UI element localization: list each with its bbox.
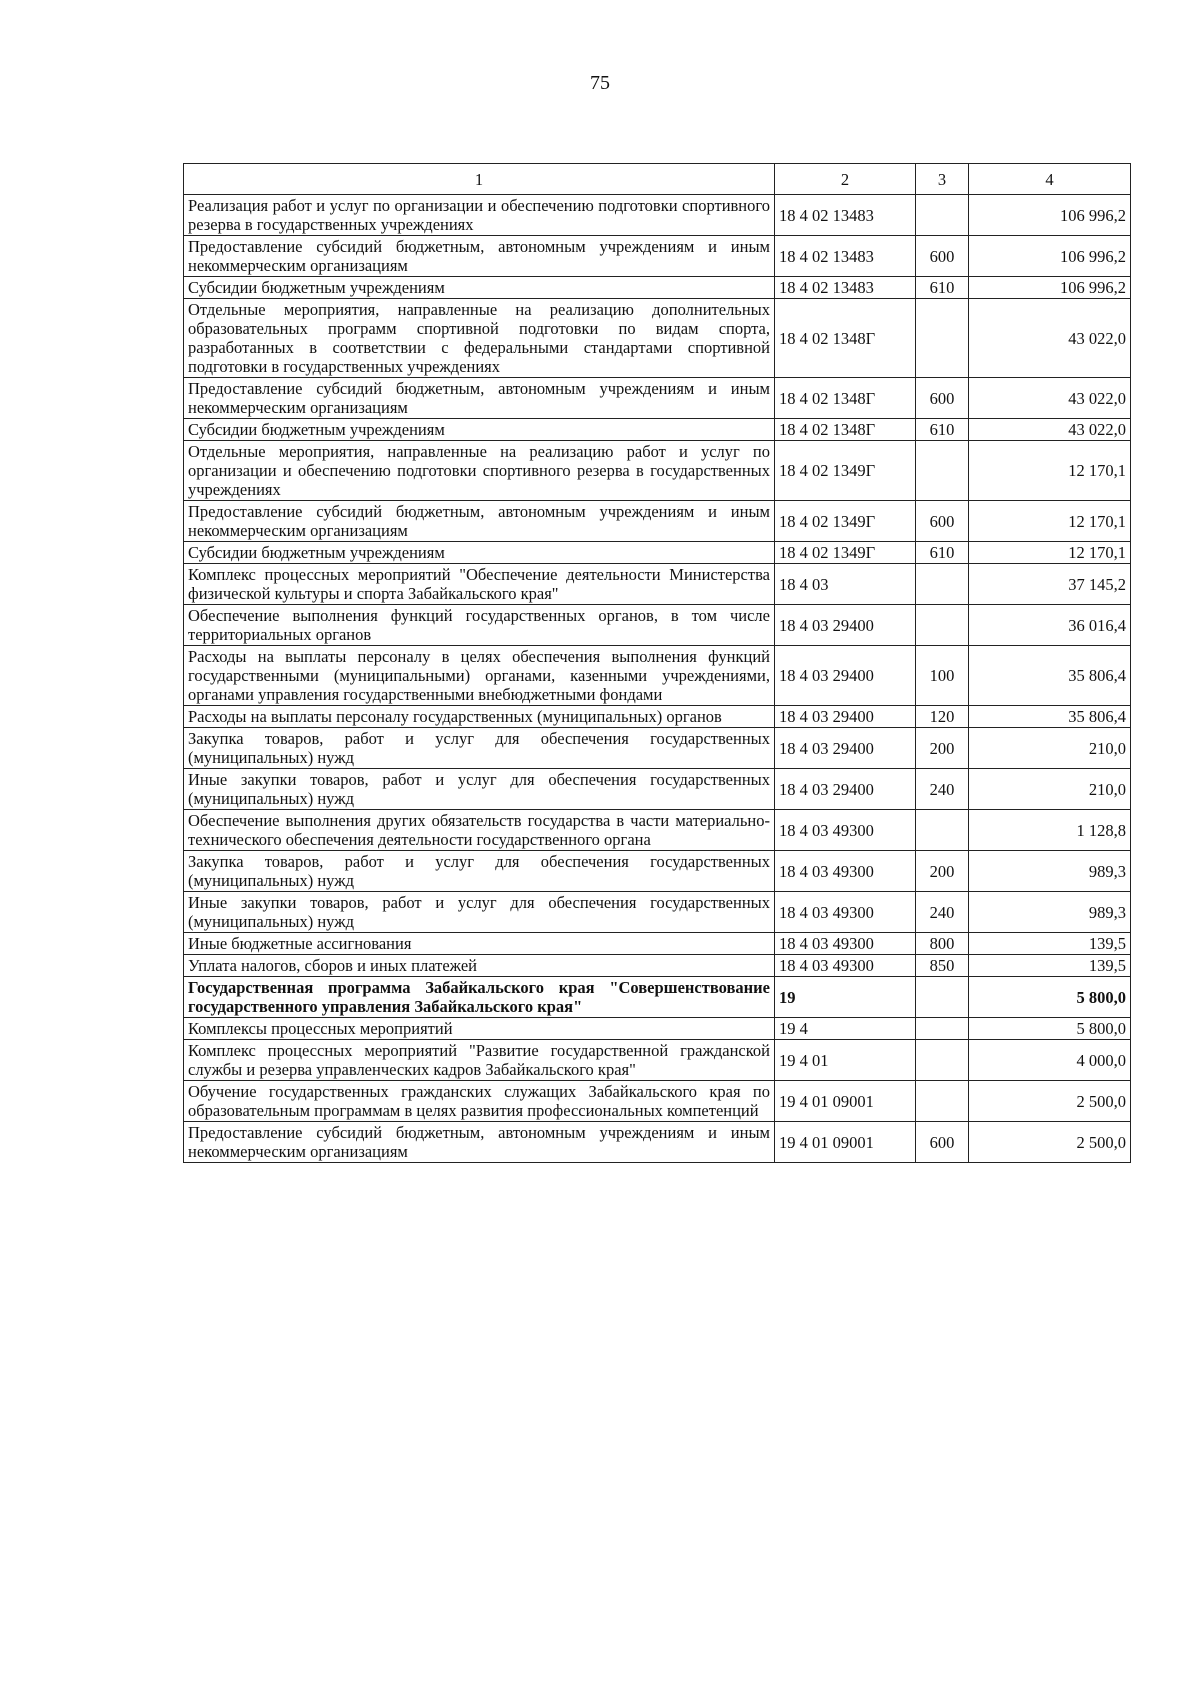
row-code-cell: 18 4 02 13483 (775, 195, 916, 236)
row-kind-cell (916, 1081, 969, 1122)
row-amount-cell: 43 022,0 (969, 299, 1131, 378)
table-row (184, 299, 1131, 378)
header-col-4: 4 (969, 164, 1131, 195)
row-name-cell: Комплекс процессных мероприятий "Обеспечение деятельности Министерства физической культуры и спорта Забайкальского края" (184, 564, 775, 605)
row-name-cell: Субсидии бюджетным учреждениям (184, 542, 775, 564)
row-code-cell: 19 4 01 09001 (775, 1081, 916, 1122)
row-amount-cell: 35 806,4 (969, 646, 1131, 706)
row-code-cell: 19 4 01 09001 (775, 1122, 916, 1163)
row-kind-cell (916, 564, 969, 605)
row-kind-cell (916, 977, 969, 1018)
row-code-cell: 18 4 03 29400 (775, 646, 916, 706)
row-amount-cell: 989,3 (969, 892, 1131, 933)
row-name-cell: Иные закупки товаров, работ и услуг для обеспечения государственных (муниципальных) нужд (184, 769, 775, 810)
table-row (184, 1040, 1131, 1081)
row-amount-cell: 1 128,8 (969, 810, 1131, 851)
row-amount-cell: 4 000,0 (969, 1040, 1131, 1081)
row-code-cell: 18 4 02 13483 (775, 236, 916, 277)
row-name-cell: Закупка товаров, работ и услуг для обеспечения государственных (муниципальных) нужд (184, 851, 775, 892)
row-kind-cell: 200 (916, 728, 969, 769)
header-col-2: 2 (775, 164, 916, 195)
row-amount-cell: 12 170,1 (969, 542, 1131, 564)
row-kind-cell (916, 605, 969, 646)
row-code-cell: 18 4 02 1349Г (775, 441, 916, 501)
table-row (184, 542, 1131, 564)
row-kind-cell: 600 (916, 501, 969, 542)
table-row (184, 419, 1131, 441)
table-row (184, 810, 1131, 851)
budget-table (183, 163, 1131, 1163)
row-code-cell: 18 4 02 1349Г (775, 542, 916, 564)
row-code-cell: 18 4 03 29400 (775, 706, 916, 728)
row-code-cell: 18 4 03 49300 (775, 933, 916, 955)
row-amount-cell: 36 016,4 (969, 605, 1131, 646)
table-body (184, 195, 1131, 1163)
table-row (184, 236, 1131, 277)
row-amount-cell: 139,5 (969, 955, 1131, 977)
row-name-cell: Расходы на выплаты персоналу в целях обеспечения выполнения функций государственными (муниципальными) органами, казенными учреждениями, органами управления государственными внебюджетными фондами (184, 646, 775, 706)
row-amount-cell: 12 170,1 (969, 441, 1131, 501)
row-amount-cell: 106 996,2 (969, 236, 1131, 277)
row-name-cell: Субсидии бюджетным учреждениям (184, 277, 775, 299)
table-row (184, 1081, 1131, 1122)
row-kind-cell: 240 (916, 892, 969, 933)
row-name-cell: Иные закупки товаров, работ и услуг для обеспечения государственных (муниципальных) нужд (184, 892, 775, 933)
row-kind-cell: 240 (916, 769, 969, 810)
row-name-cell: Комплекс процессных мероприятий "Развитие государственной гражданской службы и резерва управленческих кадров Забайкальского края" (184, 1040, 775, 1081)
row-code-cell: 19 4 01 (775, 1040, 916, 1081)
row-amount-cell: 43 022,0 (969, 419, 1131, 441)
row-amount-cell: 139,5 (969, 933, 1131, 955)
table-row (184, 441, 1131, 501)
row-amount-cell: 210,0 (969, 769, 1131, 810)
row-code-cell: 18 4 03 (775, 564, 916, 605)
row-code-cell: 18 4 02 1348Г (775, 419, 916, 441)
row-name-cell: Государственная программа Забайкальского края "Совершенствование государственного управления Забайкальского края" (184, 977, 775, 1018)
row-kind-cell (916, 299, 969, 378)
row-amount-cell: 210,0 (969, 728, 1131, 769)
row-kind-cell (916, 441, 969, 501)
row-amount-cell: 12 170,1 (969, 501, 1131, 542)
row-name-cell: Уплата налогов, сборов и иных платежей (184, 955, 775, 977)
table-row (184, 851, 1131, 892)
row-code-cell: 18 4 03 49300 (775, 851, 916, 892)
row-name-cell: Обеспечение выполнения функций государственных органов, в том числе территориальных органов (184, 605, 775, 646)
row-amount-cell: 35 806,4 (969, 706, 1131, 728)
row-name-cell: Отдельные мероприятия, направленные на реализацию работ и услуг по организации и обеспечению подготовки спортивного резерва в государственных учреждениях (184, 441, 775, 501)
row-code-cell: 18 4 02 1348Г (775, 299, 916, 378)
row-code-cell: 18 4 03 29400 (775, 769, 916, 810)
row-amount-cell: 106 996,2 (969, 195, 1131, 236)
row-amount-cell: 5 800,0 (969, 1018, 1131, 1040)
row-kind-cell (916, 195, 969, 236)
table-row (184, 1018, 1131, 1040)
table-row (184, 564, 1131, 605)
row-code-cell: 18 4 02 1349Г (775, 501, 916, 542)
table-row (184, 646, 1131, 706)
row-code-cell: 18 4 03 49300 (775, 892, 916, 933)
table-row (184, 977, 1131, 1018)
row-name-cell: Расходы на выплаты персоналу государственных (муниципальных) органов (184, 706, 775, 728)
table-row (184, 501, 1131, 542)
table-row (184, 706, 1131, 728)
row-kind-cell: 850 (916, 955, 969, 977)
row-code-cell: 18 4 03 49300 (775, 955, 916, 977)
row-name-cell: Обеспечение выполнения других обязательств государства в части материально-технического обеспечения деятельности государственного органа (184, 810, 775, 851)
row-amount-cell: 5 800,0 (969, 977, 1131, 1018)
row-code-cell: 18 4 03 49300 (775, 810, 916, 851)
row-kind-cell (916, 1018, 969, 1040)
row-name-cell: Обучение государственных гражданских служащих Забайкальского края по образовательным программам в целях развития профессиональных компетенций (184, 1081, 775, 1122)
table-row (184, 277, 1131, 299)
row-amount-cell: 2 500,0 (969, 1122, 1131, 1163)
row-amount-cell: 989,3 (969, 851, 1131, 892)
table-row (184, 605, 1131, 646)
row-code-cell: 18 4 02 1348Г (775, 378, 916, 419)
row-name-cell: Реализация работ и услуг по организации и обеспечению подготовки спортивного резерва в государственных учреждениях (184, 195, 775, 236)
page-number: 75 (590, 72, 610, 94)
row-name-cell: Иные бюджетные ассигнования (184, 933, 775, 955)
row-amount-cell: 106 996,2 (969, 277, 1131, 299)
row-kind-cell: 200 (916, 851, 969, 892)
row-kind-cell: 600 (916, 236, 969, 277)
row-name-cell: Отдельные мероприятия, направленные на реализацию дополнительных образовательных программ спортивной подготовки по видам спорта, разработанных в соответствии с федеральными стандартами спортивной подготовки в государственных учреждениях (184, 299, 775, 378)
table-row (184, 728, 1131, 769)
table-row (184, 955, 1131, 977)
row-kind-cell (916, 1040, 969, 1081)
row-kind-cell: 610 (916, 542, 969, 564)
row-amount-cell: 37 145,2 (969, 564, 1131, 605)
row-kind-cell (916, 810, 969, 851)
row-name-cell: Закупка товаров, работ и услуг для обеспечения государственных (муниципальных) нужд (184, 728, 775, 769)
table-row (184, 1122, 1131, 1163)
row-name-cell: Предоставление субсидий бюджетным, автономным учреждениям и иным некоммерческим организациям (184, 236, 775, 277)
row-name-cell: Предоставление субсидий бюджетным, автономным учреждениям и иным некоммерческим организациям (184, 1122, 775, 1163)
row-kind-cell: 600 (916, 1122, 969, 1163)
row-name-cell: Субсидии бюджетным учреждениям (184, 419, 775, 441)
row-kind-cell: 610 (916, 277, 969, 299)
header-row (184, 164, 1131, 195)
row-code-cell: 19 (775, 977, 916, 1018)
row-name-cell: Комплексы процессных мероприятий (184, 1018, 775, 1040)
row-kind-cell: 100 (916, 646, 969, 706)
table-row (184, 892, 1131, 933)
row-kind-cell: 120 (916, 706, 969, 728)
row-kind-cell: 800 (916, 933, 969, 955)
row-code-cell: 18 4 03 29400 (775, 605, 916, 646)
row-name-cell: Предоставление субсидий бюджетным, автономным учреждениям и иным некоммерческим организациям (184, 501, 775, 542)
row-code-cell: 19 4 (775, 1018, 916, 1040)
row-code-cell: 18 4 03 29400 (775, 728, 916, 769)
table-row (184, 378, 1131, 419)
row-name-cell: Предоставление субсидий бюджетным, автономным учреждениям и иным некоммерческим организациям (184, 378, 775, 419)
row-amount-cell: 2 500,0 (969, 1081, 1131, 1122)
row-kind-cell: 610 (916, 419, 969, 441)
table-row (184, 933, 1131, 955)
row-kind-cell: 600 (916, 378, 969, 419)
header-col-1: 1 (184, 164, 775, 195)
row-amount-cell: 43 022,0 (969, 378, 1131, 419)
row-code-cell: 18 4 02 13483 (775, 277, 916, 299)
header-col-3: 3 (916, 164, 969, 195)
table-row (184, 769, 1131, 810)
table-row (184, 195, 1131, 236)
